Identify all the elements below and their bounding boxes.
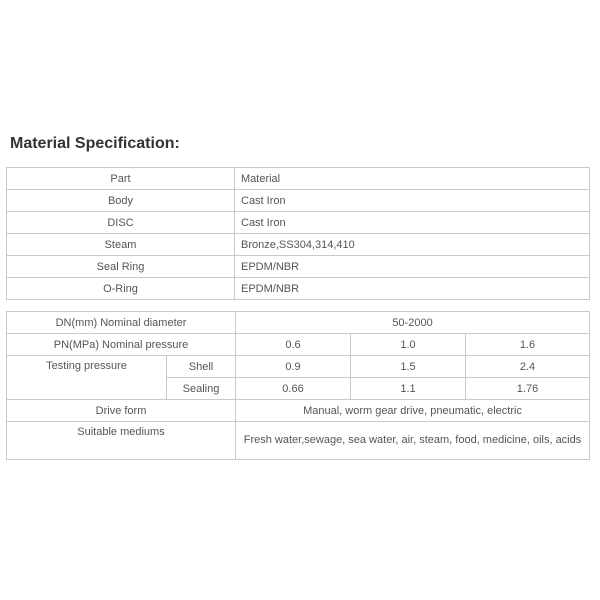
sealing-label: Sealing [167, 378, 236, 400]
shell-value: 2.4 [466, 356, 590, 378]
suitable-mediums-value: Fresh water,sewage, sea water, air, steam, food, medicine, oils, acids [236, 422, 590, 460]
material-cell: EPDM/NBR [235, 278, 590, 300]
sealing-value: 0.66 [236, 378, 351, 400]
suitable-mediums-label: Suitable mediums [7, 422, 236, 460]
sealing-value: 1.76 [466, 378, 590, 400]
shell-value: 1.5 [351, 356, 466, 378]
material-table [6, 167, 590, 300]
dn-label: DN(mm) Nominal diameter [7, 312, 236, 334]
table-row [7, 400, 590, 422]
sealing-value: 1.1 [351, 378, 466, 400]
table-row [7, 256, 590, 278]
part-cell: Seal Ring [7, 256, 235, 278]
pn-value: 1.6 [466, 334, 590, 356]
table-row [7, 356, 590, 378]
table-row [7, 168, 590, 190]
table-row [7, 312, 590, 334]
drive-form-value: Manual, worm gear drive, pneumatic, electric [236, 400, 590, 422]
material-cell: Cast Iron [235, 212, 590, 234]
material-cell: EPDM/NBR [235, 256, 590, 278]
material-cell: Bronze,SS304,314,410 [235, 234, 590, 256]
part-cell: Part [7, 168, 235, 190]
table-row [7, 422, 590, 460]
testing-pressure-label: Testing pressure [7, 356, 167, 400]
shell-value: 0.9 [236, 356, 351, 378]
pn-label: PN(MPa) Nominal pressure [7, 334, 236, 356]
shell-label: Shell [167, 356, 236, 378]
table-row [7, 334, 590, 356]
part-cell: Body [7, 190, 235, 212]
dn-value: 50-2000 [236, 312, 590, 334]
table-row [7, 190, 590, 212]
part-cell: O-Ring [7, 278, 235, 300]
drive-form-label: Drive form [7, 400, 236, 422]
specification-table [6, 311, 590, 460]
page-title: Material Specification: [10, 135, 180, 152]
table-row [7, 212, 590, 234]
part-cell: Steam [7, 234, 235, 256]
table-row [7, 234, 590, 256]
pn-value: 0.6 [236, 334, 351, 356]
part-cell: DISC [7, 212, 235, 234]
material-cell: Material [235, 168, 590, 190]
table-row [7, 278, 590, 300]
material-cell: Cast Iron [235, 190, 590, 212]
pn-value: 1.0 [351, 334, 466, 356]
